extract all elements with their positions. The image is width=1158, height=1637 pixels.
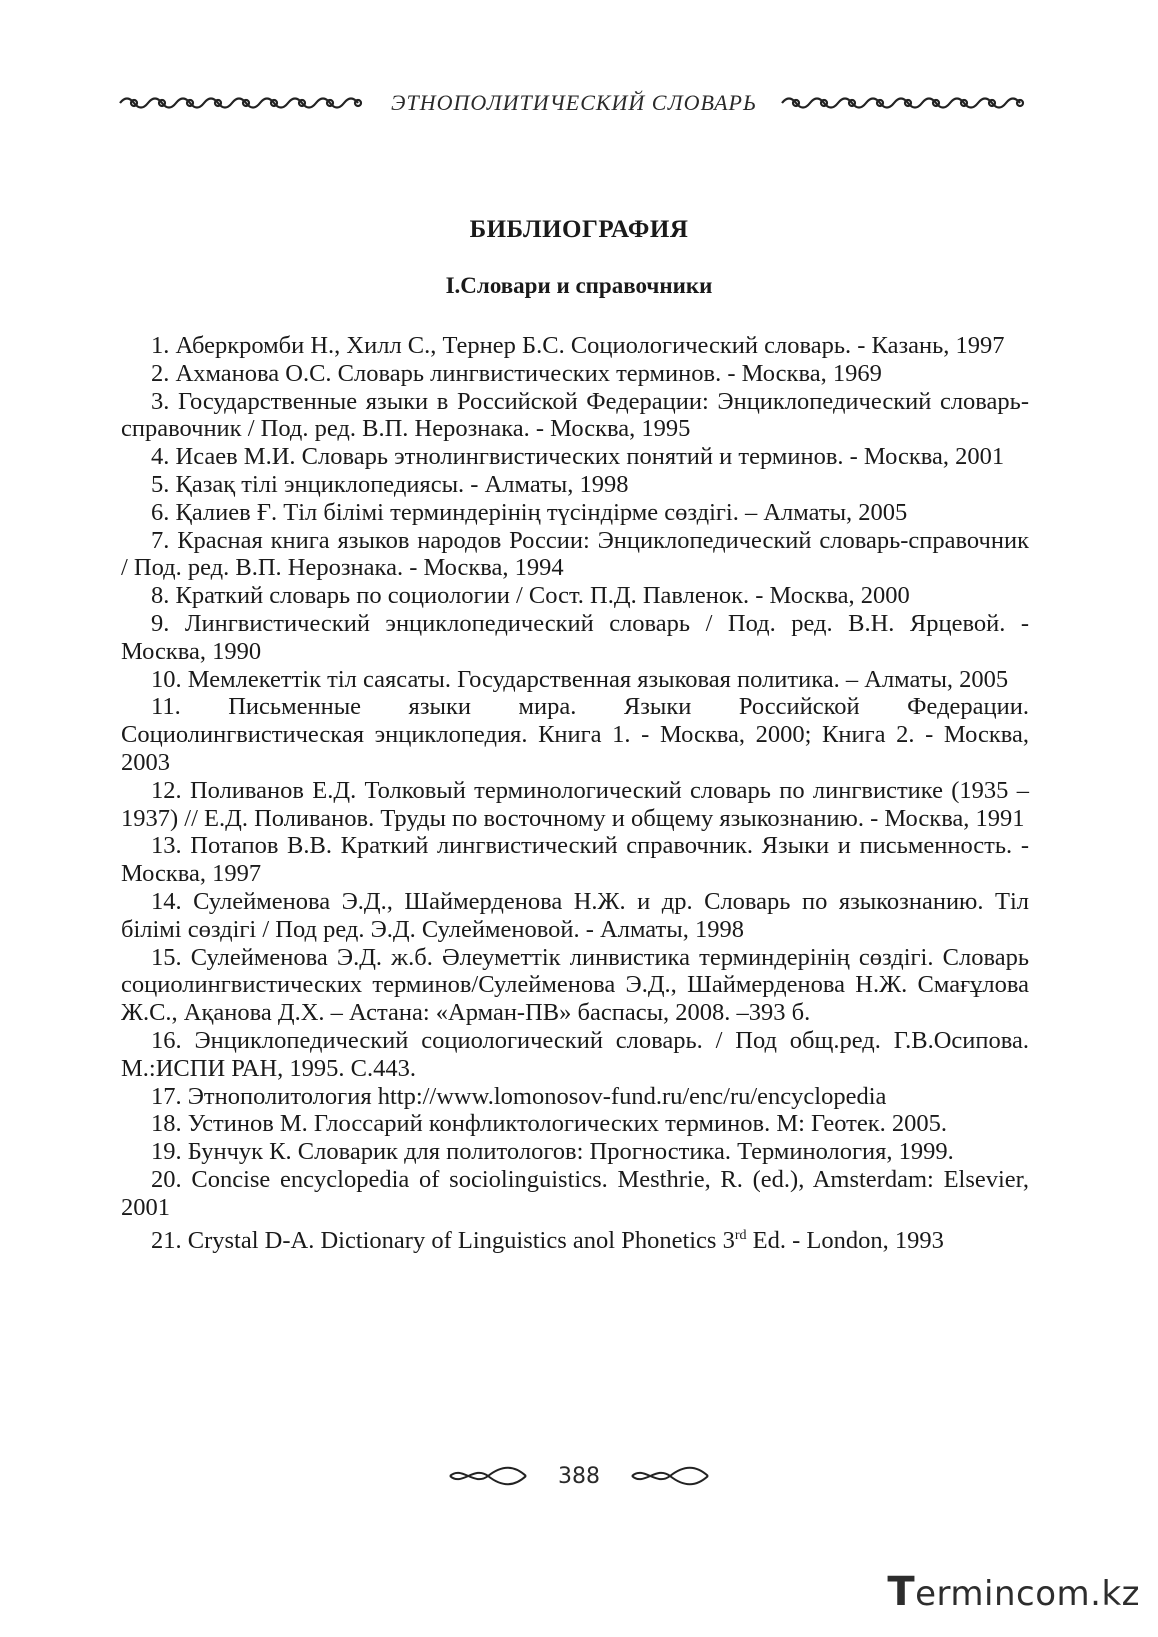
bibliography-entry: 10. Мемлекеттік тіл саясаты. Государственная языковая политика. – Алматы, 2005 (151, 665, 1009, 693)
bibliography-entry: 3. Государственные языки в Российской Федерации: Энциклопедический словарь-справочник / Под. ред. В.П. Нерознака. - Москва, 1995 (121, 387, 1029, 443)
bibliography-entry: 2. Ахманова О.С. Словарь лингвистических терминов. - Москва, 1969 (151, 359, 882, 387)
bibliography-entry: 7. Красная книга языков народов России: Энциклопедический словарь-справочник / Под. ред. В.П. Нерознака. - Москва, 1994 (121, 526, 1029, 582)
entry-text: 21. Crystal D-A. Dictionary of Linguistics anol Phonetics 3 (151, 1226, 735, 1254)
watermark-text: ermincom.kz (915, 1574, 1140, 1614)
bibliography-entry: 12. Поливанов Е.Д. Толковый терминологический словарь по лингвистике (1935 – 1937) // Е.Д. Поливанов. Труды по восточному и общему языкознанию. - Москва, 1991 (121, 776, 1029, 832)
bibliography-entry: 8. Краткий словарь по социологии / Сост. П.Д. Павленок. - Москва, 2000 (151, 582, 910, 610)
bibliography-entry: 19. Бунчук К. Словарик для политологов: Прогностика. Терминология, 1999. (151, 1138, 954, 1166)
bibliography-list (121, 332, 1029, 1254)
bibliography-entry: 13. Потапов В.В. Краткий лингвистический справочник. Языки и письменность. - Москва, 1997 (121, 832, 1029, 888)
ornament-right-icon (780, 93, 1030, 113)
bibliography-entry: 16. Энциклопедический социологический словарь. / Под общ.ред. Г.В.Осипова. М.:ИСПИ РАН, 1995. С.443. (121, 1026, 1029, 1082)
page-footer (0, 1458, 1158, 1494)
bibliography-entry (121, 1222, 1029, 1255)
flourish-right-icon (630, 1465, 710, 1487)
bibliography-entry: 17. Этнополитология http://www.lomonosov-fund.ru/enc/ru/encyclopedia (151, 1082, 887, 1110)
section-title: I.Словари и справочники (445, 273, 713, 298)
flourish-left-icon (448, 1465, 528, 1487)
bibliography-entry: 20. Concise encyclopedia of sociolinguistics. Mesthrie, R. (ed.), Amsterdam: Elsevier, 2001 (121, 1165, 1029, 1221)
bibliography-entry: 1. Аберкромби Н., Хилл С., Тернер Б.С. Социологический словарь. - Казань, 1997 (151, 332, 1005, 359)
bibliography-entry: 14. Сулейменова Э.Д., Шаймерденова Н.Ж. и др. Словарь по языкознанию. Тіл білімі сөздігі / Под ред. Э.Д. Сулейменовой. - Алматы, 1998 (121, 887, 1029, 943)
watermark-initial: T (887, 1569, 916, 1615)
bibliography-entry: 18. Устинов М. Глоссарий конфликтологических терминов. М: Геотек. 2005. (151, 1110, 948, 1138)
bibliography-entry: 6. Қалиев Ғ. Тіл білімі терминдерінің түсіндірме сөздігі. – Алматы, 2005 (151, 498, 908, 526)
entry-text: Ed. - London, 1993 (746, 1226, 944, 1254)
bibliography-entry: 9. Лингвистический энциклопедический словарь / Под. ред. В.Н. Ярцевой. - Москва, 1990 (121, 609, 1029, 665)
bibliography-entry: 11. Письменные языки мира. Языки Российской Федерации. Социолингвистическая энциклопедия. Книга 1. - Москва, 2000; Книга 2. - Москва, 2003 (121, 693, 1029, 776)
page-number: 388 (558, 1463, 600, 1489)
running-header (118, 86, 1030, 120)
running-header-title: ЭТНОПОЛИТИЧЕСКИЙ СЛОВАРЬ (391, 90, 757, 115)
bibliography-entry: 15. Сулейменова Э.Д. ж.б. Әлеуметтік линвистика терминдерінің сөздігі. Словарь социолингвистических терминов/Сулейменова Э.Д., Шаймерденова Н.Ж. Смағұлова Ж.С., Ақанова Д.Х. – Астана: «Арман-ПВ» баспасы, 2008. –393 б. (121, 943, 1029, 1027)
ornament-left-icon (118, 93, 368, 113)
bibliography-entry: 4. Исаев М.И. Словарь этнолингвистических понятий и терминов. - Москва, 2001 (151, 443, 1005, 471)
site-watermark (887, 1569, 1140, 1615)
page-title: БИБЛИОГРАФИЯ (469, 216, 689, 243)
ordinal-suffix: rd (734, 1227, 747, 1243)
bibliography-entry: 5. Қазақ тілі энциклопедиясы. - Алматы, 1998 (151, 470, 629, 498)
